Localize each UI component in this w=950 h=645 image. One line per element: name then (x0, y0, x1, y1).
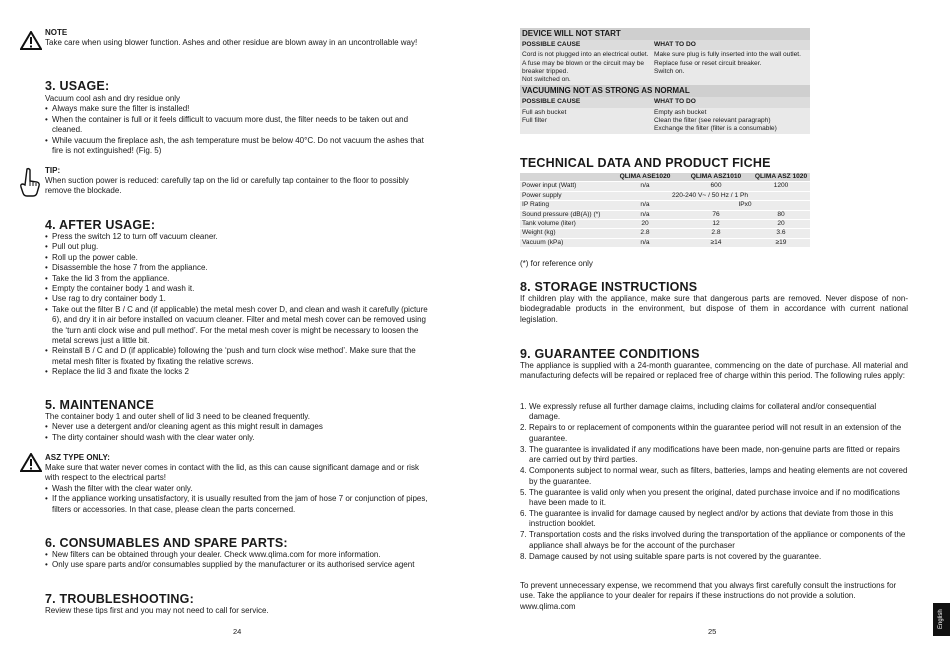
asz-label: ASZ TYPE ONLY: (45, 453, 110, 462)
table-cell: 20 (752, 220, 810, 229)
table-cell: IP Rating (520, 201, 610, 210)
list-item: • Replace the lid 3 and fixate the locks 2 (45, 367, 433, 377)
table-cell: Cord is not plugged into an electrical outlet. A fuse may be blown or the circuit may be breaker tripped. Not switched on. (520, 50, 652, 85)
tech-footnote: (*) for reference only (520, 259, 593, 268)
table-cell: 3.6 (752, 229, 810, 238)
list-item: • Reinstall B / C and D (if applicable) following the ‘push and turn clock wise method’. Make sure that the metal mesh filter is fixated by fixating the relative screws. (45, 346, 433, 367)
guarantee-heading: 9. GUARANTEE CONDITIONS (520, 347, 700, 361)
table-cell: 2.8 (680, 229, 752, 238)
language-tab: English (933, 603, 950, 636)
list-item: • Take out the filter B / C and (if applicable) the metal mesh cover D, and clean and wash it carefully (picture 6), and dry it in air before installed on vacuum cleaner. Filter and metal mesh cover can be removed using the ‘turn anti clock wise and pull method’. For the metal mesh cover is might be necessary to loosen the metal screws just a little bit. (45, 305, 433, 347)
maintenance-heading: 5. MAINTENANCE (45, 398, 155, 412)
list-item: 4. Components subject to normal wear, such as filters, batteries, lamps and heating elements are not covered by the guarantee. (520, 466, 908, 486)
warning-icon (20, 453, 42, 472)
table-cell: Vacuum (kPa) (520, 238, 610, 247)
table-cell: Tank volume (liter) (520, 220, 610, 229)
list-item: • When the container is full or it feels difficult to vacuum more dust, the filter needs to be taken out and cleaned. (45, 115, 435, 136)
table-row (520, 210, 810, 219)
tip-label: TIP: (45, 166, 61, 175)
asz-section (45, 463, 433, 515)
table-row (520, 201, 810, 210)
table-cell: ≥19 (752, 238, 810, 247)
warning-icon (20, 31, 42, 50)
table-row (520, 229, 810, 238)
usage-intro: Vacuum cool ash and dry residue only (45, 94, 181, 103)
table-header: QLIMA ASE1020 (610, 173, 680, 182)
table-cell: Sound pressure (dB(A)) (*) (520, 210, 610, 219)
note-text: Take care when using blower function. Ashes and other residue are blown away in an uncontrollable way! (45, 38, 418, 47)
troubleshooting-text: Review these tips first and you may not need to call for service. (45, 606, 269, 615)
table-cell: 80 (752, 210, 810, 219)
page-number: 25 (708, 627, 717, 636)
list-item: • Use rag to dry container body 1. (45, 294, 433, 304)
right-page (475, 0, 950, 645)
list-item: • Never use a detergent and/or cleaning agent as this might result in damages (45, 422, 433, 432)
list-item: 3. The guarantee is invalidated if any modifications have been made, non-genuine parts are fitted or repairs are carried out by third parties. (520, 444, 900, 465)
table-header (520, 173, 610, 182)
table-header: QLIMA ASZ 1020 (752, 173, 810, 182)
consumables-list (45, 550, 435, 571)
table-cell: Weight (kg) (520, 229, 610, 238)
table-cell: Power supply (520, 191, 610, 200)
tip-text: When suction power is reduced: carefully tap on the lid or carefully tap container to the floor to possibly remove the blockade. (45, 176, 409, 196)
table-cell: ≥14 (680, 238, 752, 247)
list-item: • Only use spare parts and/or consumables supplied by the manufacturer or its authorised service agent (45, 560, 435, 570)
list-item: 8. Damage caused by not using suitable spare parts is not covered by the guarantee. (520, 551, 822, 561)
table-row (520, 182, 810, 191)
list-item: • New filters can be obtained through your dealer. Check www.qlima.com for more information. (45, 550, 435, 560)
table-section-title: VACUUMING NOT AS STRONG AS NORMAL (520, 85, 810, 97)
list-item: • If the appliance working unsatisfactory, it is usually resulted from the jam of hose 7 or conjunction of pipes, filters or accessories. In that case, please clean the parts concerned. (45, 494, 433, 515)
guarantee-list (520, 402, 908, 563)
table-cell: n/a (610, 201, 680, 210)
table-cell: 1200 (752, 182, 810, 191)
table-cell: 600 (680, 182, 752, 191)
table-cell: IPx0 (680, 201, 810, 210)
list-item: • Disassemble the hose 7 from the appliance. (45, 263, 433, 273)
table-header: POSSIBLE CAUSE (520, 40, 652, 50)
table-section-title: DEVICE WILL NOT START (520, 28, 810, 40)
storage-text: If children play with the appliance, make sure that dangerous parts are removed. Never dispose of non-biodegradable products in the environment, but dispose of them in accordance with current national legislation. (520, 294, 908, 324)
guarantee-intro: The appliance is supplied with a 24-month guarantee, commencing on the date of purchase. All material and manufacturing defects will be repaired or replaced free of charge within this period. The following rules apply: (520, 361, 908, 381)
list-item: 6. The guarantee is invalid for damage caused by neglect and/or by actions that deviate from those in this instruction booklet. (520, 509, 894, 529)
table-row (520, 220, 810, 229)
table-cell: n/a (610, 238, 680, 247)
list-item: • Roll up the power cable. (45, 253, 433, 263)
guarantee-outro: To prevent unnecessary expense, we recommend that you always first carefully consult the instructions for use. Take the appliance to your dealer for repairs if these instructions do not provide a solution. (520, 581, 897, 601)
website-link[interactable]: www.qlima.com (520, 602, 576, 611)
list-item: • Wash the filter with the clear water only. (45, 484, 433, 494)
table-row (520, 238, 810, 247)
table-cell: 12 (680, 220, 752, 229)
table-cell: Power input (Watt) (520, 182, 610, 191)
table-cell: 220-240 V~ / 50 Hz / 1 Ph (610, 191, 810, 200)
maintenance-section (45, 412, 433, 443)
usage-heading: 3. USAGE: (45, 79, 110, 93)
list-item: • The dirty container should wash with the clear water only. (45, 433, 433, 443)
list-item: • While vacuum the fireplace ash, the ash temperature must be below 40°C. Do not vacuum the ashes that fire is not extinguished! (Fig. 5) (45, 136, 435, 157)
consumables-heading: 6. CONSUMABLES AND SPARE PARTS: (45, 536, 288, 550)
table-cell: 2.8 (610, 229, 680, 238)
list-item: • Empty the container body 1 and wash it. (45, 284, 433, 294)
table-cell: Full ash bucket Full filter (520, 108, 652, 135)
pointing-hand-icon (19, 167, 41, 197)
list-item: 1. We expressly refuse all further damage claims, including claims for collateral and/or consequential damage. (520, 402, 877, 422)
table-header: WHAT TO DO (652, 97, 810, 107)
storage-heading: 8. STORAGE INSTRUCTIONS (520, 280, 698, 294)
table-header: QLIMA ASZ1010 (680, 173, 752, 182)
table-cell: n/a (610, 210, 680, 219)
list-item: • Pull out plug. (45, 242, 433, 252)
list-item: • Press the switch 12 to turn off vacuum cleaner. (45, 232, 433, 242)
after-usage-heading: 4. AFTER USAGE: (45, 218, 156, 232)
table-cell: Empty ash bucket Clean the filter (see relevant paragraph) Exchange the filter (filter is a consumable) (652, 108, 810, 135)
page-number: 24 (233, 627, 242, 636)
table-cell: Make sure plug is fully inserted into the wall outlet. Replace fuse or reset circuit breaker. Switch on. (652, 50, 810, 85)
troubleshooting-table (520, 28, 810, 134)
list-item: • Always make sure the filter is installed! (45, 104, 435, 114)
list-item: 5. The guarantee is valid only when you present the original, dated purchase invoice and if no modifications have been made to it. (520, 487, 900, 508)
list-item: • Take the lid 3 from the appliance. (45, 274, 433, 284)
table-cell: 20 (610, 220, 680, 229)
table-header: WHAT TO DO (652, 40, 810, 50)
usage-section (45, 94, 435, 156)
maintenance-intro: The container body 1 and outer shell of lid 3 need to be cleaned frequently. (45, 412, 310, 421)
list-item: 7. Transportation costs and the risks involved during the transportation of the appliance or components of the appliance shall always be for the account of the purchaser (520, 530, 906, 550)
table-row (520, 191, 810, 200)
tech-heading: TECHNICAL DATA AND PRODUCT FICHE (520, 156, 771, 170)
asz-text: Make sure that water never comes in contact with the lid, as this can cause significant damage and or risk with respect to the electrical parts! (45, 463, 419, 483)
after-usage-list (45, 232, 433, 378)
tech-table (520, 173, 810, 248)
table-cell: n/a (610, 182, 680, 191)
note-label: NOTE (45, 28, 68, 37)
list-item: 2. Repairs to or replacement of components within the guarantee period will not result in an extension of the guarantee. (520, 423, 902, 443)
troubleshooting-heading: 7. TROUBLESHOOTING: (45, 592, 194, 606)
table-cell: 76 (680, 210, 752, 219)
table-header: POSSIBLE CAUSE (520, 97, 652, 107)
